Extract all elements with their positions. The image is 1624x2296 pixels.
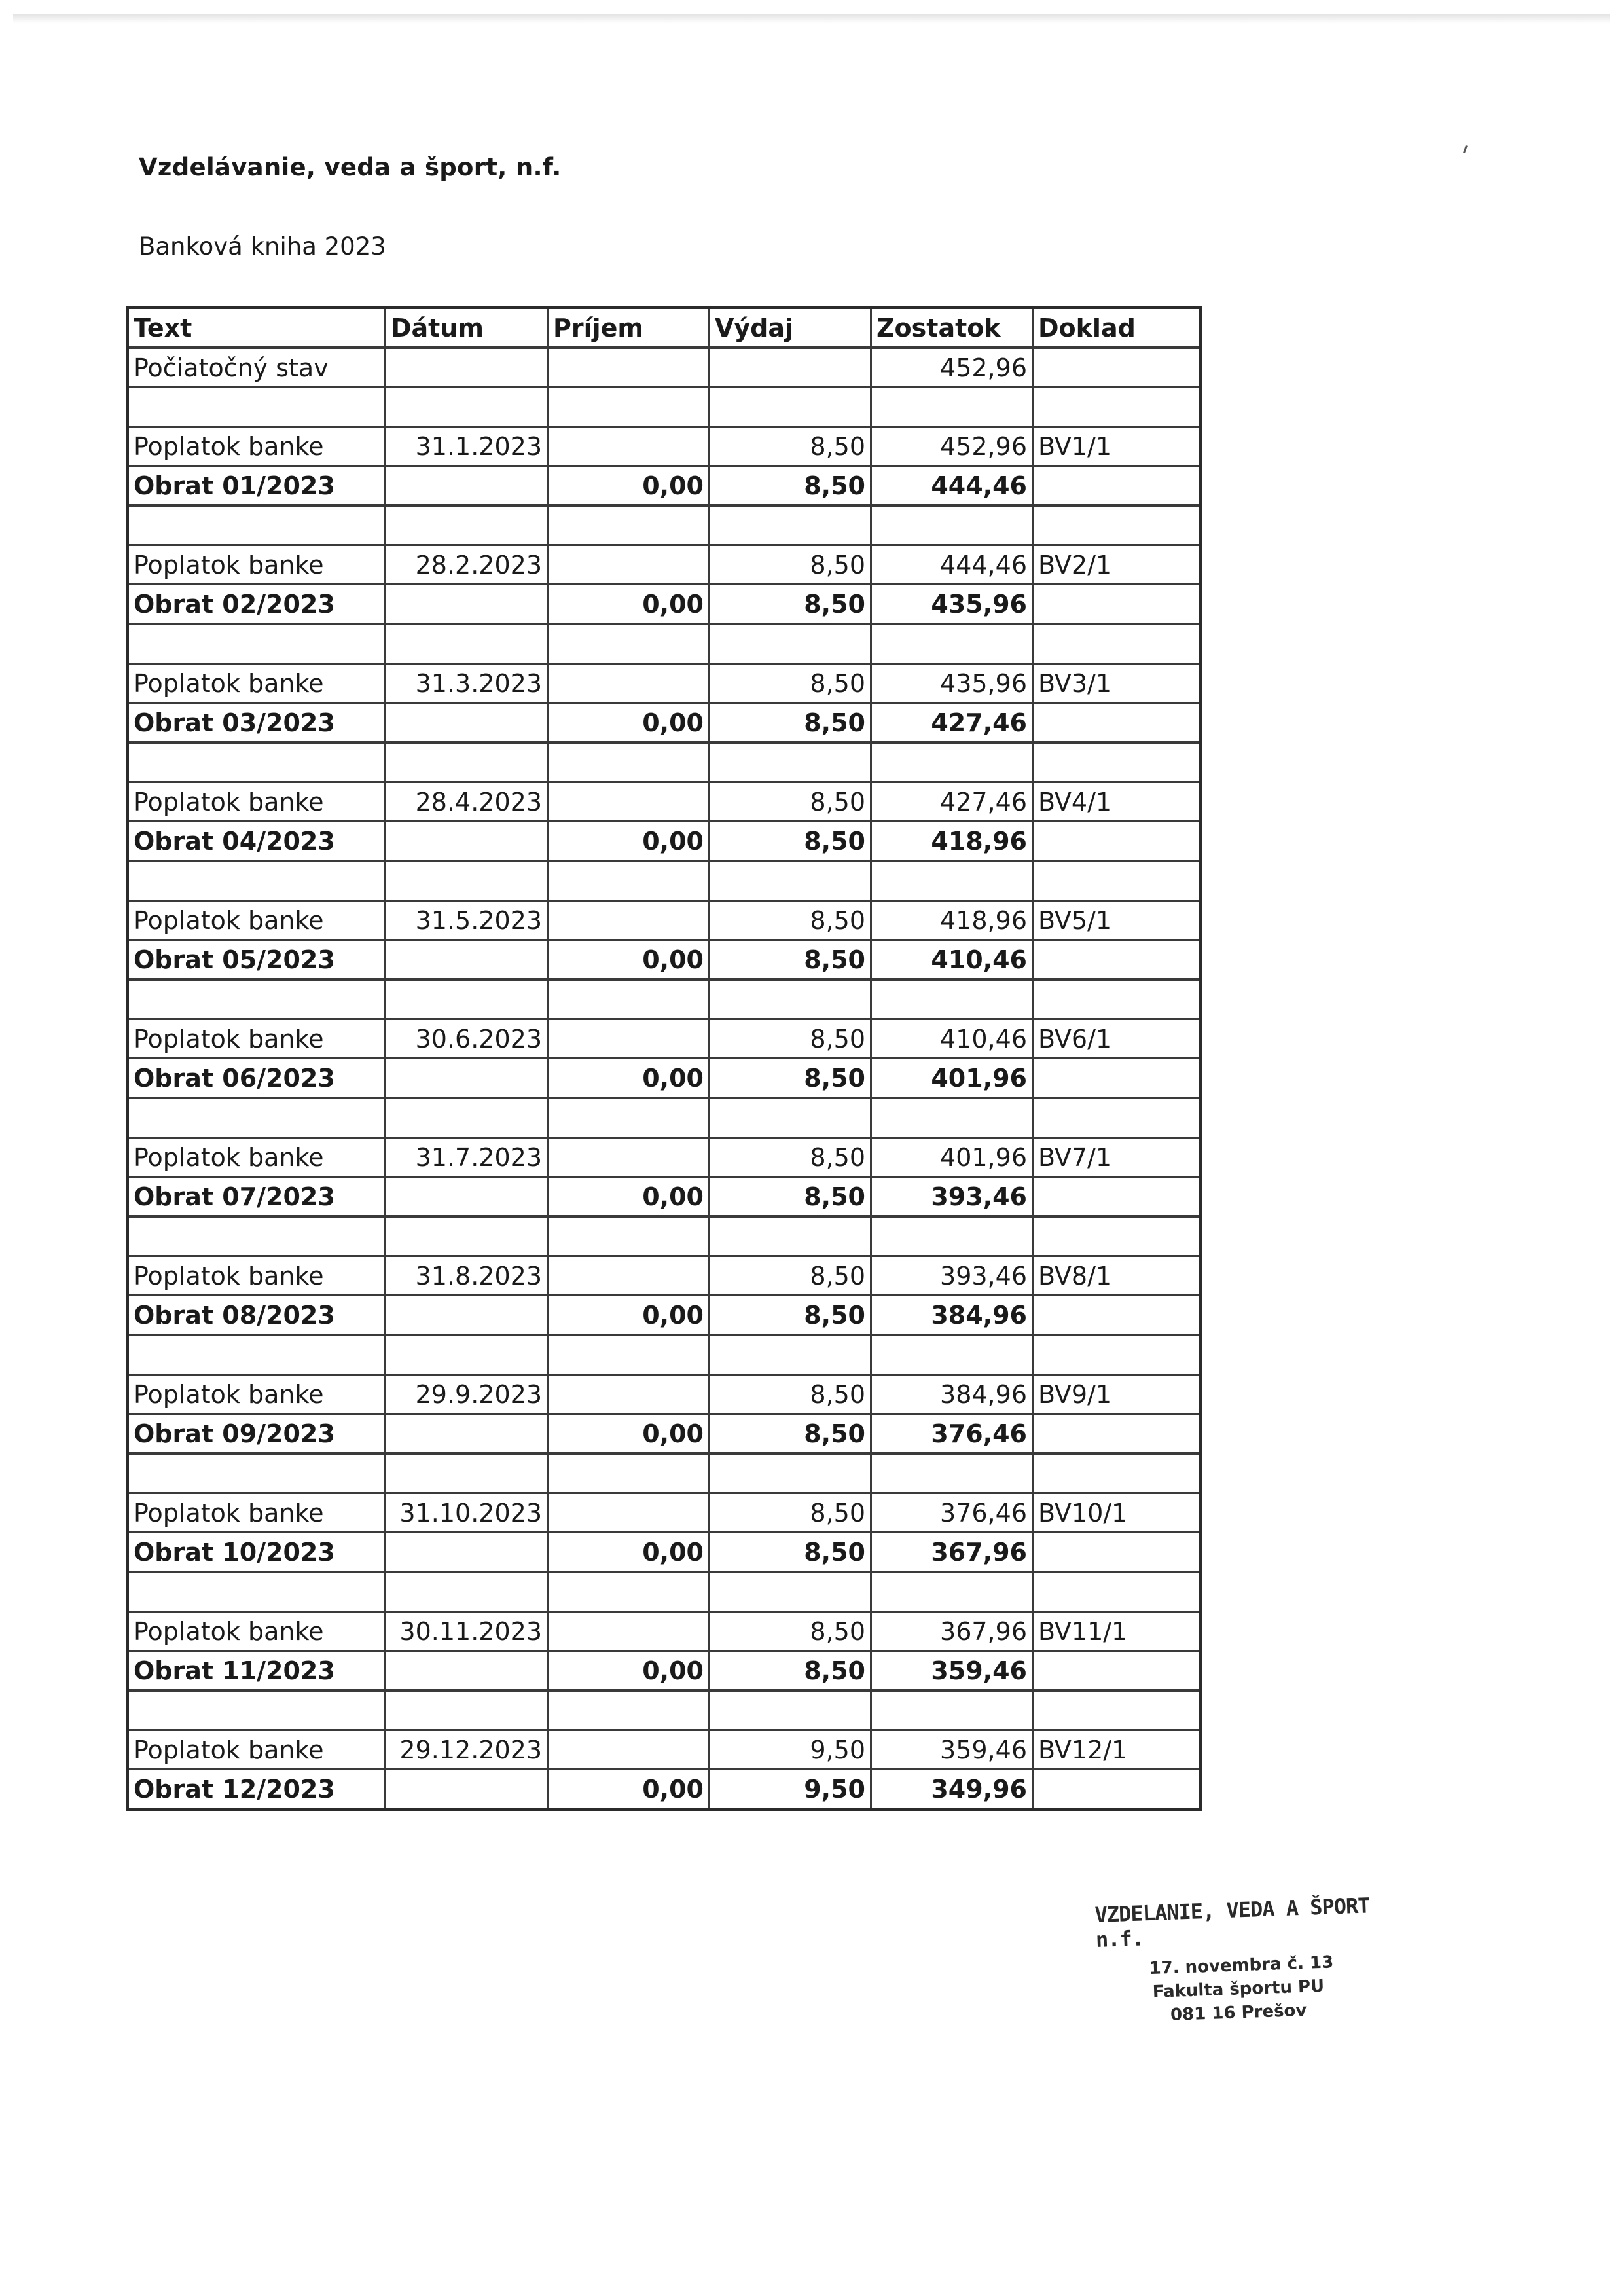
entry-expense: 8,50: [710, 901, 871, 940]
blank-row: [128, 742, 1201, 782]
header-row: [128, 308, 1201, 348]
empty-cell: [386, 1453, 548, 1493]
total-balance: 435,96: [871, 585, 1033, 625]
empty-cell: [871, 1098, 1033, 1138]
column-header-text: Text: [128, 308, 386, 348]
empty-cell: [710, 742, 871, 782]
empty-cell: [548, 1572, 710, 1612]
empty-cell: [128, 1335, 386, 1375]
empty-cell: [128, 1216, 386, 1256]
empty-cell: [710, 1216, 871, 1256]
monthly-total-row: [128, 1296, 1201, 1336]
entry-text: Poplatok banke: [128, 1493, 386, 1533]
fee-row: [128, 1493, 1201, 1533]
empty-cell: [1033, 1572, 1201, 1612]
total-text: Obrat 12/2023: [128, 1770, 386, 1810]
entry-income: [548, 1730, 710, 1770]
entry-text: Poplatok banke: [128, 1375, 386, 1414]
total-date: [386, 703, 548, 743]
blank-row: [128, 1216, 1201, 1256]
total-expense: 8,50: [710, 1059, 871, 1099]
total-expense: 8,50: [710, 822, 871, 862]
blank-row: [128, 505, 1201, 545]
empty-cell: [710, 624, 871, 664]
total-expense: 8,50: [710, 585, 871, 625]
entry-text: Poplatok banke: [128, 1612, 386, 1651]
entry-income: [548, 1019, 710, 1059]
opening-document: [1033, 348, 1201, 388]
entry-income: [548, 545, 710, 585]
opening-income: [548, 348, 710, 388]
total-document: [1033, 1414, 1201, 1454]
total-income: 0,00: [548, 822, 710, 862]
total-balance: 418,96: [871, 822, 1033, 862]
entry-document: BV4/1: [1033, 782, 1201, 822]
total-text: Obrat 07/2023: [128, 1177, 386, 1217]
empty-cell: [710, 505, 871, 545]
empty-cell: [386, 1572, 548, 1612]
entry-date: 30.11.2023: [386, 1612, 548, 1651]
entry-expense: 8,50: [710, 1138, 871, 1177]
empty-cell: [871, 1335, 1033, 1375]
blank-row: [128, 388, 1201, 427]
entry-income: [548, 1612, 710, 1651]
monthly-total-row: [128, 703, 1201, 743]
fee-row: [128, 901, 1201, 940]
empty-cell: [548, 1690, 710, 1730]
empty-cell: [871, 861, 1033, 901]
total-expense: 8,50: [710, 466, 871, 506]
total-balance: 384,96: [871, 1296, 1033, 1336]
total-date: [386, 1177, 548, 1217]
entry-expense: 8,50: [710, 1493, 871, 1533]
empty-cell: [386, 861, 548, 901]
empty-cell: [871, 1690, 1033, 1730]
organization-name: Vzdelávanie, veda a šport, n.f.: [139, 153, 562, 181]
entry-date: 31.10.2023: [386, 1493, 548, 1533]
opening-date: [386, 348, 548, 388]
entry-text: Poplatok banke: [128, 1138, 386, 1177]
total-income: 0,00: [548, 1414, 710, 1454]
empty-cell: [1033, 1453, 1201, 1493]
fee-row: [128, 545, 1201, 585]
entry-balance: 376,46: [871, 1493, 1033, 1533]
total-expense: 8,50: [710, 703, 871, 743]
entry-income: [548, 1256, 710, 1296]
empty-cell: [128, 742, 386, 782]
empty-cell: [710, 861, 871, 901]
empty-cell: [1033, 1690, 1201, 1730]
entry-date: 31.3.2023: [386, 664, 548, 703]
entry-text: Poplatok banke: [128, 1019, 386, 1059]
entry-balance: 452,96: [871, 427, 1033, 466]
empty-cell: [128, 861, 386, 901]
total-document: [1033, 585, 1201, 625]
entry-document: BV12/1: [1033, 1730, 1201, 1770]
entry-balance: 367,96: [871, 1612, 1033, 1651]
empty-cell: [1033, 1216, 1201, 1256]
empty-cell: [548, 1453, 710, 1493]
total-text: Obrat 10/2023: [128, 1533, 386, 1573]
monthly-total-row: [128, 1651, 1201, 1691]
blank-row: [128, 1453, 1201, 1493]
monthly-total-row: [128, 940, 1201, 980]
total-income: 0,00: [548, 940, 710, 980]
stamp-line: Fakulta športu PU: [1152, 1976, 1325, 2002]
entry-text: Poplatok banke: [128, 664, 386, 703]
total-income: 0,00: [548, 1296, 710, 1336]
total-document: [1033, 940, 1201, 980]
entry-income: [548, 1138, 710, 1177]
entry-income: [548, 901, 710, 940]
total-income: 0,00: [548, 1770, 710, 1810]
empty-cell: [386, 624, 548, 664]
total-text: Obrat 11/2023: [128, 1651, 386, 1691]
monthly-total-row: [128, 1177, 1201, 1217]
total-text: Obrat 08/2023: [128, 1296, 386, 1336]
total-balance: 359,46: [871, 1651, 1033, 1691]
entry-balance: 384,96: [871, 1375, 1033, 1414]
total-balance: 376,46: [871, 1414, 1033, 1454]
empty-cell: [548, 979, 710, 1019]
entry-income: [548, 782, 710, 822]
monthly-total-row: [128, 822, 1201, 862]
stamp-name: VZDELANIE, VEDA A ŠPORT n.f.: [1094, 1893, 1371, 1952]
empty-cell: [548, 1335, 710, 1375]
scan-edge: [13, 14, 1610, 24]
opening-balance: 452,96: [871, 348, 1033, 388]
empty-cell: [710, 1572, 871, 1612]
total-balance: 349,96: [871, 1770, 1033, 1810]
empty-cell: [548, 742, 710, 782]
total-text: Obrat 06/2023: [128, 1059, 386, 1099]
empty-cell: [710, 1335, 871, 1375]
column-header-balance: Zostatok: [871, 308, 1033, 348]
entry-date: 29.12.2023: [386, 1730, 548, 1770]
entry-expense: 8,50: [710, 1375, 871, 1414]
empty-cell: [710, 1690, 871, 1730]
opening-row: [128, 348, 1201, 388]
entry-balance: 359,46: [871, 1730, 1033, 1770]
total-balance: 427,46: [871, 703, 1033, 743]
opening-text: Počiatočný stav: [128, 348, 386, 388]
entry-text: Poplatok banke: [128, 545, 386, 585]
empty-cell: [1033, 505, 1201, 545]
empty-cell: [1033, 861, 1201, 901]
empty-cell: [1033, 742, 1201, 782]
entry-document: BV7/1: [1033, 1138, 1201, 1177]
total-date: [386, 1296, 548, 1336]
blank-row: [128, 1098, 1201, 1138]
total-text: Obrat 04/2023: [128, 822, 386, 862]
entry-document: BV5/1: [1033, 901, 1201, 940]
total-text: Obrat 05/2023: [128, 940, 386, 980]
entry-income: [548, 1493, 710, 1533]
total-document: [1033, 703, 1201, 743]
empty-cell: [128, 624, 386, 664]
entry-expense: 8,50: [710, 782, 871, 822]
entry-text: Poplatok banke: [128, 427, 386, 466]
empty-cell: [1033, 388, 1201, 427]
monthly-total-row: [128, 585, 1201, 625]
total-document: [1033, 1059, 1201, 1099]
empty-cell: [1033, 1098, 1201, 1138]
fee-row: [128, 1138, 1201, 1177]
total-expense: 8,50: [710, 1414, 871, 1454]
entry-expense: 9,50: [710, 1730, 871, 1770]
column-header-document: Doklad: [1033, 308, 1201, 348]
total-balance: 444,46: [871, 466, 1033, 506]
empty-cell: [386, 388, 548, 427]
fee-row: [128, 782, 1201, 822]
total-text: Obrat 03/2023: [128, 703, 386, 743]
entry-document: BV9/1: [1033, 1375, 1201, 1414]
monthly-total-row: [128, 1414, 1201, 1454]
blank-row: [128, 1572, 1201, 1612]
entry-document: BV1/1: [1033, 427, 1201, 466]
entry-text: Poplatok banke: [128, 1256, 386, 1296]
entry-document: BV2/1: [1033, 545, 1201, 585]
total-document: [1033, 1177, 1201, 1217]
total-date: [386, 940, 548, 980]
entry-document: BV3/1: [1033, 664, 1201, 703]
total-document: [1033, 1533, 1201, 1573]
entry-text: Poplatok banke: [128, 782, 386, 822]
entry-document: BV10/1: [1033, 1493, 1201, 1533]
total-balance: 393,46: [871, 1177, 1033, 1217]
entry-balance: 393,46: [871, 1256, 1033, 1296]
entry-expense: 8,50: [710, 664, 871, 703]
empty-cell: [128, 505, 386, 545]
pen-mark: [1463, 145, 1468, 153]
entry-income: [548, 1375, 710, 1414]
fee-row: [128, 1612, 1201, 1651]
total-text: Obrat 01/2023: [128, 466, 386, 506]
empty-cell: [710, 979, 871, 1019]
entry-expense: 8,50: [710, 427, 871, 466]
empty-cell: [710, 388, 871, 427]
empty-cell: [871, 1453, 1033, 1493]
total-document: [1033, 822, 1201, 862]
entry-text: Poplatok banke: [128, 1730, 386, 1770]
total-income: 0,00: [548, 1651, 710, 1691]
empty-cell: [710, 1453, 871, 1493]
total-balance: 367,96: [871, 1533, 1033, 1573]
total-date: [386, 1651, 548, 1691]
empty-cell: [1033, 1335, 1201, 1375]
fee-row: [128, 427, 1201, 466]
empty-cell: [548, 624, 710, 664]
empty-cell: [1033, 624, 1201, 664]
entry-expense: 8,50: [710, 1612, 871, 1651]
total-text: Obrat 02/2023: [128, 585, 386, 625]
column-header-expense: Výdaj: [710, 308, 871, 348]
empty-cell: [386, 742, 548, 782]
empty-cell: [871, 1572, 1033, 1612]
blank-row: [128, 861, 1201, 901]
total-income: 0,00: [548, 1177, 710, 1217]
entry-date: 28.4.2023: [386, 782, 548, 822]
empty-cell: [1033, 979, 1201, 1019]
total-income: 0,00: [548, 703, 710, 743]
entry-balance: 418,96: [871, 901, 1033, 940]
monthly-total-row: [128, 1059, 1201, 1099]
entry-document: BV8/1: [1033, 1256, 1201, 1296]
fee-row: [128, 664, 1201, 703]
total-document: [1033, 1770, 1201, 1810]
total-expense: 8,50: [710, 1177, 871, 1217]
empty-cell: [871, 742, 1033, 782]
empty-cell: [710, 1098, 871, 1138]
total-balance: 410,46: [871, 940, 1033, 980]
total-expense: 8,50: [710, 1533, 871, 1573]
fee-row: [128, 1730, 1201, 1770]
column-header-income: Príjem: [548, 308, 710, 348]
entry-balance: 410,46: [871, 1019, 1033, 1059]
entry-balance: 435,96: [871, 664, 1033, 703]
empty-cell: [548, 861, 710, 901]
empty-cell: [128, 979, 386, 1019]
empty-cell: [871, 505, 1033, 545]
document-title: Banková kniha 2023: [139, 232, 386, 261]
entry-date: 30.6.2023: [386, 1019, 548, 1059]
empty-cell: [548, 388, 710, 427]
empty-cell: [548, 1098, 710, 1138]
column-header-date: Dátum: [386, 308, 548, 348]
entry-income: [548, 427, 710, 466]
organization-stamp: [1094, 1892, 1399, 2030]
entry-text: Poplatok banke: [128, 901, 386, 940]
empty-cell: [871, 624, 1033, 664]
total-income: 0,00: [548, 1059, 710, 1099]
entry-balance: 444,46: [871, 545, 1033, 585]
empty-cell: [871, 979, 1033, 1019]
empty-cell: [128, 1453, 386, 1493]
total-document: [1033, 1296, 1201, 1336]
total-expense: 8,50: [710, 940, 871, 980]
entry-expense: 8,50: [710, 545, 871, 585]
fee-row: [128, 1256, 1201, 1296]
total-text: Obrat 09/2023: [128, 1414, 386, 1454]
total-date: [386, 1059, 548, 1099]
total-date: [386, 1414, 548, 1454]
blank-row: [128, 1690, 1201, 1730]
entry-date: 29.9.2023: [386, 1375, 548, 1414]
empty-cell: [871, 388, 1033, 427]
empty-cell: [386, 979, 548, 1019]
empty-cell: [871, 1216, 1033, 1256]
empty-cell: [386, 1098, 548, 1138]
stamp-line: 081 16 Prešov: [1170, 2000, 1307, 2026]
blank-row: [128, 979, 1201, 1019]
bank-ledger-table: [126, 306, 1202, 1811]
empty-cell: [548, 505, 710, 545]
empty-cell: [386, 1690, 548, 1730]
empty-cell: [386, 1335, 548, 1375]
fee-row: [128, 1019, 1201, 1059]
empty-cell: [128, 388, 386, 427]
fee-row: [128, 1375, 1201, 1414]
entry-document: BV11/1: [1033, 1612, 1201, 1651]
total-date: [386, 1770, 548, 1810]
entry-balance: 427,46: [871, 782, 1033, 822]
monthly-total-row: [128, 1770, 1201, 1810]
total-date: [386, 1533, 548, 1573]
entry-date: 31.7.2023: [386, 1138, 548, 1177]
empty-cell: [386, 1216, 548, 1256]
entry-document: BV6/1: [1033, 1019, 1201, 1059]
empty-cell: [128, 1572, 386, 1612]
empty-cell: [548, 1216, 710, 1256]
total-document: [1033, 466, 1201, 506]
opening-expense: [710, 348, 871, 388]
monthly-total-row: [128, 466, 1201, 506]
empty-cell: [386, 505, 548, 545]
total-income: 0,00: [548, 585, 710, 625]
total-expense: 9,50: [710, 1770, 871, 1810]
entry-expense: 8,50: [710, 1256, 871, 1296]
total-date: [386, 466, 548, 506]
total-date: [386, 822, 548, 862]
entry-income: [548, 664, 710, 703]
total-document: [1033, 1651, 1201, 1691]
stamp-line: 17. novembra č. 13: [1149, 1952, 1334, 1979]
entry-date: 31.5.2023: [386, 901, 548, 940]
total-balance: 401,96: [871, 1059, 1033, 1099]
total-income: 0,00: [548, 1533, 710, 1573]
empty-cell: [128, 1690, 386, 1730]
entry-date: 31.8.2023: [386, 1256, 548, 1296]
total-expense: 8,50: [710, 1651, 871, 1691]
empty-cell: [128, 1098, 386, 1138]
total-income: 0,00: [548, 466, 710, 506]
monthly-total-row: [128, 1533, 1201, 1573]
entry-expense: 8,50: [710, 1019, 871, 1059]
total-expense: 8,50: [710, 1296, 871, 1336]
blank-row: [128, 624, 1201, 664]
entry-date: 28.2.2023: [386, 545, 548, 585]
blank-row: [128, 1335, 1201, 1375]
entry-balance: 401,96: [871, 1138, 1033, 1177]
total-date: [386, 585, 548, 625]
entry-date: 31.1.2023: [386, 427, 548, 466]
